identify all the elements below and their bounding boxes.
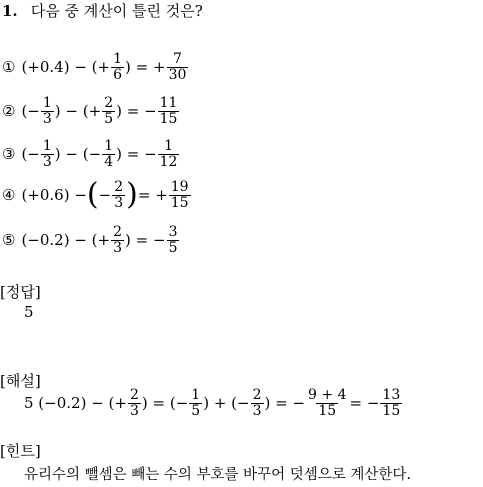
denominator: 5: [104, 110, 114, 127]
option-text: = +: [137, 186, 168, 205]
fraction: [102, 96, 115, 126]
fraction: [111, 52, 124, 82]
fraction: [167, 52, 189, 82]
explanation-expression: [24, 388, 403, 418]
option-text: (−: [21, 145, 40, 164]
fraction: [41, 96, 54, 126]
option-text: ) − (+: [54, 102, 102, 121]
fraction: [167, 225, 180, 255]
numerator: 3: [168, 224, 178, 240]
numerator: 9 + 4: [308, 387, 347, 403]
option-marker: ④: [2, 186, 16, 205]
answer-value: 5: [24, 303, 34, 321]
numerator: 1: [164, 138, 174, 154]
numerator: 2: [114, 179, 124, 195]
option-1: [2, 52, 189, 82]
denominator: 4: [104, 153, 114, 170]
numerator: 2: [129, 387, 139, 403]
denominator: 12: [159, 153, 178, 170]
option-text: ) − (−: [54, 145, 102, 164]
fraction: [251, 388, 264, 418]
denominator: 6: [113, 66, 123, 83]
answer-label: [정답]: [0, 283, 41, 301]
denominator: 3: [252, 402, 262, 419]
option-marker: ①: [2, 58, 16, 77]
numerator: 2: [252, 387, 262, 403]
left-paren: (: [86, 177, 99, 213]
numerator: 1: [42, 95, 52, 111]
option-text: ) = −: [116, 145, 157, 164]
fraction: [102, 139, 115, 169]
numerator: 13: [382, 387, 401, 403]
question-number: 1.: [2, 2, 18, 20]
denominator: 5: [191, 402, 201, 419]
numerator: 1: [104, 138, 114, 154]
denominator: 15: [382, 402, 401, 419]
option-4: [2, 177, 192, 213]
right-paren: ): [126, 177, 138, 213]
option-text: (−0.2) − (+: [21, 231, 111, 250]
denominator: 15: [318, 402, 337, 419]
question-text: 다음 중 계산이 틀린 것은?: [30, 2, 203, 20]
expression-text: ) = −: [264, 394, 306, 413]
hint-text: 유리수의 뺄셈은 빼는 수의 부호를 바꾸어 덧셈으로 계산한다.: [24, 467, 412, 483]
numerator: 2: [104, 95, 114, 111]
option-marker: ⑤: [2, 231, 16, 250]
numerator: 2: [113, 224, 123, 240]
option-marker: ③: [2, 145, 16, 164]
numerator: 1: [42, 138, 52, 154]
fraction: [111, 225, 124, 255]
denominator: 30: [168, 66, 187, 83]
denominator: 15: [170, 194, 189, 211]
denominator: 3: [129, 402, 139, 419]
denominator: 3: [42, 110, 52, 127]
fraction: [41, 139, 54, 169]
denominator: 3: [42, 153, 52, 170]
denominator: 3: [113, 239, 123, 256]
option-2: [2, 96, 180, 126]
hint-label: [힌트]: [0, 442, 41, 460]
numerator: 19: [170, 179, 189, 195]
fraction: [128, 388, 141, 418]
fraction: [306, 388, 348, 418]
option-3: [2, 139, 180, 169]
numerator: 11: [159, 95, 178, 111]
fraction: [380, 388, 402, 418]
expression-text: ) = (−: [141, 394, 189, 413]
numerator: 7: [173, 51, 182, 67]
fraction: [158, 96, 180, 126]
fraction: [112, 180, 125, 210]
option-text: (+0.6) −: [21, 186, 87, 205]
option-text: ) = −: [116, 102, 157, 121]
explanation-label: [해설]: [0, 372, 41, 390]
option-5: [2, 225, 180, 255]
option-text: (−: [21, 102, 40, 121]
option-text: ) = +: [125, 58, 166, 77]
denominator: 15: [159, 110, 178, 127]
expression-text: = −: [349, 394, 380, 413]
expression-text: ) + (−: [203, 394, 250, 413]
question-header: [2, 0, 203, 21]
numerator: 1: [113, 51, 123, 67]
option-marker: ②: [2, 102, 16, 121]
expression-text: 5 (−0.2) − (+: [24, 394, 127, 413]
denominator: 3: [114, 194, 124, 211]
option-text: (+0.4) − (+: [21, 58, 111, 77]
denominator: 5: [168, 239, 178, 256]
option-text: ) = −: [125, 231, 166, 250]
fraction: [169, 180, 191, 210]
fraction: [189, 388, 202, 418]
fraction: [158, 139, 180, 169]
numerator: 1: [191, 387, 201, 403]
option-text: −: [98, 186, 112, 205]
